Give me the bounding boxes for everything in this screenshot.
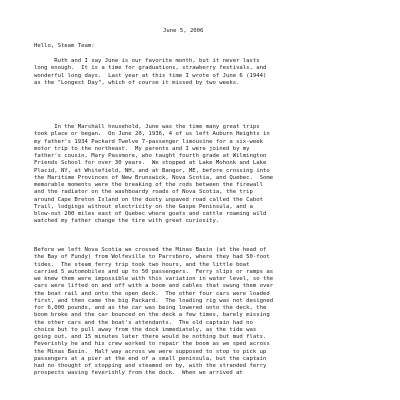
paragraph-line: had no thought of stopping and steamed on by, with the stranded ferry [34,363,267,369]
paragraph-line: we knew them were impossible with this variation in water level, so the [34,276,274,282]
paragraph-line: carried 5 automobiles and up to 50 passengers. Ferry slips or ramps as [34,268,274,275]
paragraph-line: the other cars and the boat's attendants. The old captain had no [34,319,253,326]
paragraph-1 [34,58,374,87]
paragraph-line: and the radiator on the washboardy roads of Nova Scotia, the trip [34,189,253,196]
letter-date: June 5, 2006 [163,28,204,34]
paragraph-line: the boat rail and onto the open deck. The other four cars were loaded [34,290,270,297]
paragraph-line: Trail, lodgings without electricity on the Gaspe Peninsula, and a [34,203,253,210]
letter-greeting: Hello, Steam Team: [34,43,95,49]
paragraph-line: going out, and 15 minutes later there would be nothing but mud flats. [34,334,267,340]
paragraph-line: the Bay of Fundy) from Wolfeville to Parrsboro, where they had 50-foot [34,254,270,261]
paragraph-line: Placid, NY, at Whitefield, NH, and at Bangor, ME, before crossing into [34,167,270,174]
paragraph-line: passengers at a pier at the end of a small peninsula, but the captain [34,355,267,362]
paragraph-line: motor trip to the northeast. My parents and I were joined by my [34,145,250,152]
paragraph-line: In the Marshall household, June was the time many great trips [34,124,260,130]
paragraph-line: for 6,000 pounds, and as the car was being lowered onto the deck, the [34,305,267,311]
paragraph-line: Before we left Nova Scotia we crossed the Minas Basin (at the head of [34,247,267,253]
paragraph-line: my father's 1934 Packard Twelve 7-passenger limousine for a six-week [34,138,264,145]
paragraph-line: took place or began. On June 20, 1936, 4 of us left Auburn Heights in [34,131,270,138]
paragraph-line: around Cape Breton Island on the dusty unpaved road called the Cabot [34,196,264,203]
paragraph-line: Ruth and I say June is our favorite month, but it never lasts [34,58,260,64]
paragraph-line: Feverishly he and his crew worked to repair the boom as we sped across [34,341,270,348]
paragraph-line: memorable moments were the breaking of the rods between the firewall [34,182,264,188]
paragraph-line: father's cousin, Mary Passmore, who taught fourth grade at Wilmington [34,153,267,159]
paragraph-line: the Minas Basin. Half way across we were supposed to stop to pick up [34,348,267,355]
paragraph-3 [34,247,374,378]
paragraph-2 [34,124,374,226]
paragraph-line: cars were lifted on and off with a boom and cables that swung them over [34,283,274,290]
paragraph-line: long enough. It is a time for graduations, strawberry festivals, and [34,65,267,72]
paragraph-line: tides. The steam ferry trip took two hours, and the little boat [34,261,250,268]
paragraph-line: wonderful long days. Last year at this time I wrote of June 6 (1944) [34,72,267,79]
paragraph-line: Friends School for over 30 years. We stopped at Lake Mohonk and Lake [34,160,267,167]
paragraph-line: first, and then came the big Packard. The loading rig was not designed [34,297,274,304]
paragraph-line: prospects waving feverishly from the dock. When we arrived at [34,370,243,377]
paragraph-line: choice but to pull away from the dock immediately, as the tide was [34,326,257,333]
paragraph-line: watched my father change the tire with great curiosity. [34,218,220,225]
paragraph-line: blow-out 200 miles east of Quebec where goats and cattle roaming wild [34,211,267,217]
paragraph-line: boom broke and the car bounced on the deck a few times, barely missing [34,312,270,319]
paragraph-line: as the "Longest Day", which of course it missed by two weeks. [34,79,240,86]
paragraph-line: the Maritime Provinces of New Brunswick, Nova Scotia, and Quebec. Some [34,174,274,181]
